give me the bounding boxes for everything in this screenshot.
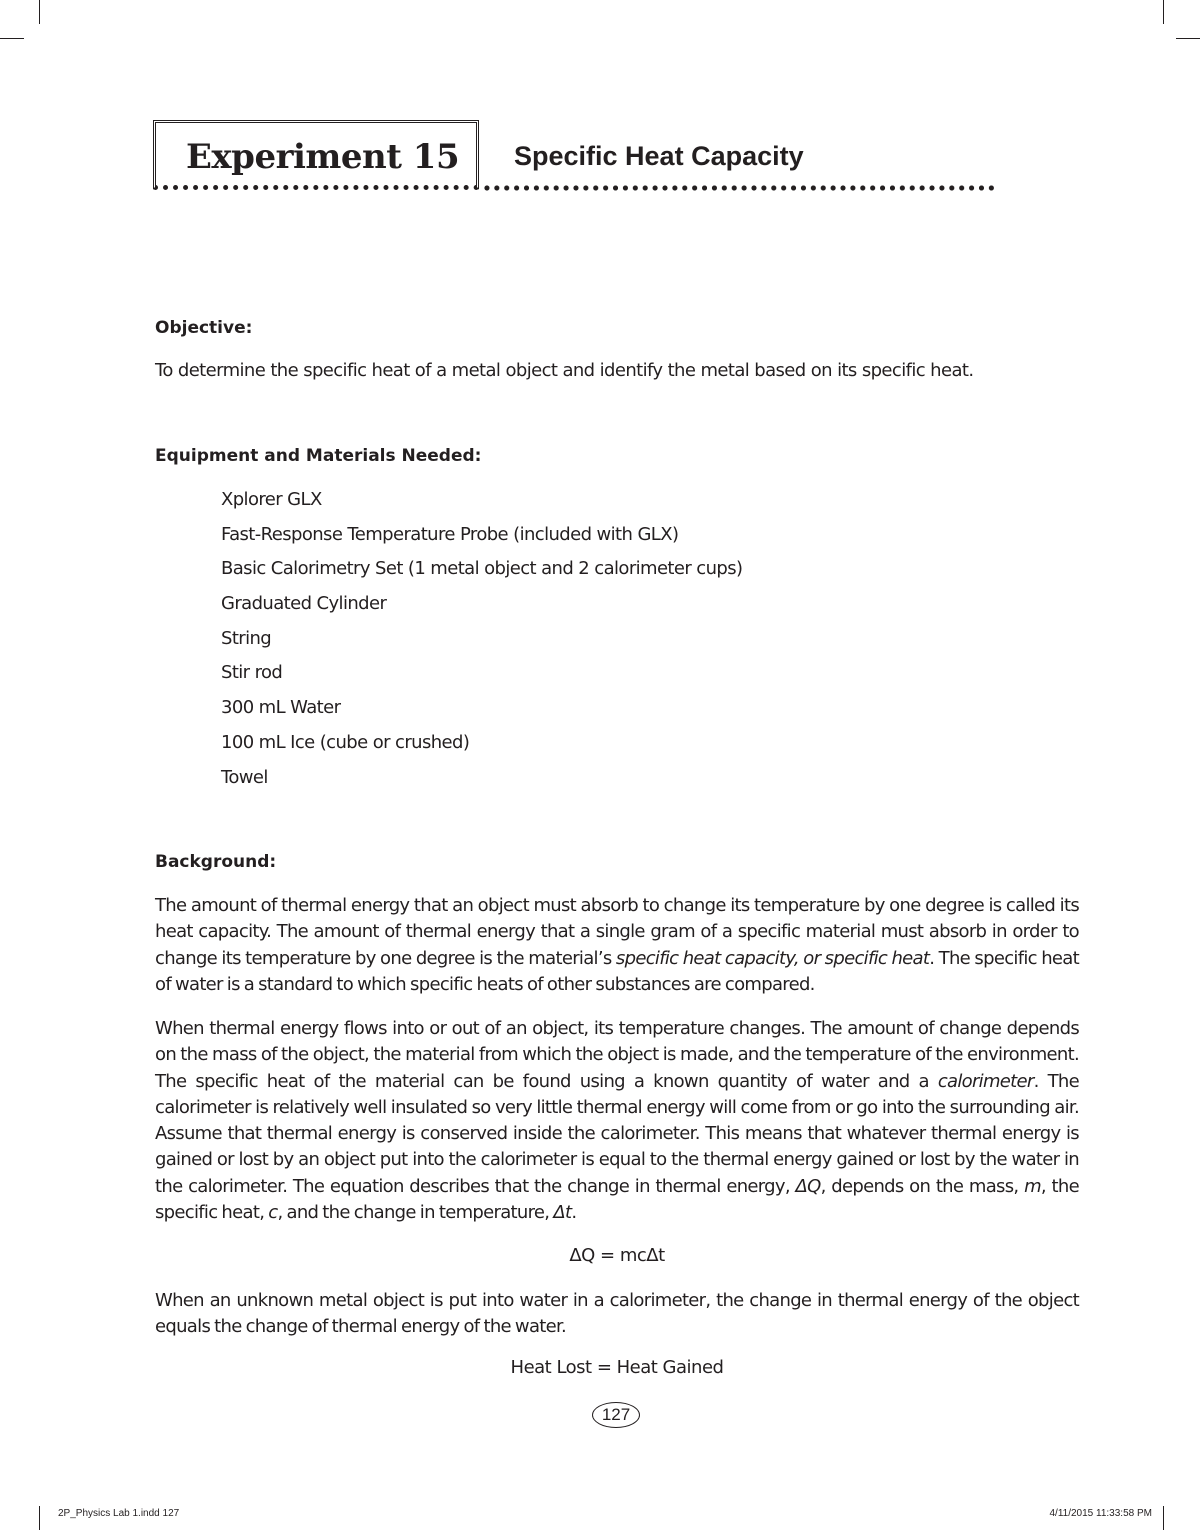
print-slug-file: 2P_Physics Lab 1.indd 127 [58, 1508, 180, 1519]
background-heading: Background: [155, 852, 277, 872]
list-item: Graduated Cylinder [221, 593, 387, 615]
list-item: Fast-Response Temperature Probe (included with GLX) [221, 523, 679, 545]
page-number: 127 [592, 1402, 640, 1428]
list-item: Stir rod [221, 662, 283, 684]
equipment-list [221, 487, 742, 799]
equipment-heading: Equipment and Materials Needed: [155, 446, 482, 466]
objective-text: To determine the specific heat of a metal object and identify the metal based on its specific heat. [155, 360, 974, 381]
crop-mark [1176, 38, 1200, 39]
crop-mark [1163, 0, 1164, 24]
list-item: 300 mL Water [221, 697, 341, 719]
page-title: Specific Heat Capacity [514, 141, 804, 171]
crop-mark [39, 0, 40, 24]
experiment-label-box [153, 120, 479, 190]
list-item: Xplorer GLX [221, 489, 322, 510]
objective-heading: Objective: [155, 318, 253, 338]
crop-mark [0, 38, 24, 39]
list-item: Basic Calorimetry Set (1 metal object and 2 calorimeter cups) [221, 558, 743, 580]
print-slug-date: 4/11/2015 11:33:58 PM [1049, 1508, 1152, 1519]
background-paragraph-1: The amount of thermal energy that an object must absorb to change its temperature by one degree is called its heat capacity. The amount of thermal energy that a single gram of a specific material must absorb in order to change its temperature by one degree is the material’s specific heat capacity, or specific heat. The specific heat of water is a standard to which specific heats of other substances are compared. [155, 895, 1079, 995]
list-item: String [221, 627, 272, 649]
background-paragraph-2: When thermal energy flows into or out of an object, its temperature changes. The amount of change depends on the mass of the object, the material from which the object is made, and the temperature of the environment. The specific heat of the material can be found using a known quantity of water and a calorimeter. The calorimeter is relatively well insulated so very little thermal energy will come from or go into the surrounding air. Assume that thermal energy is conserved inside the calorimeter. This means that whatever thermal energy is gained or lost by an object put into the calorimeter is equal to the thermal energy gained or lost by the water in the calorimeter. The equation describes that the change in thermal energy, ΔQ, depends on the mass, m, the specific heat, c, and the change in temperature, Δt. [155, 1018, 1080, 1224]
equation: ΔQ = mcΔt [569, 1245, 665, 1266]
list-item: 100 mL Ice (cube or crushed) [221, 731, 470, 753]
equation-heat-balance: Heat Lost = Heat Gained [510, 1357, 724, 1378]
list-item: Towel [221, 766, 268, 788]
dotted-rule [482, 183, 998, 193]
crop-mark [39, 1506, 40, 1530]
experiment-label: Experiment 15 [186, 137, 460, 177]
crop-mark [1163, 1506, 1164, 1530]
background-paragraph-3: When an unknown metal object is put into water in a calorimeter, the change in thermal energy of the object equals the change of thermal energy of the water. [155, 1290, 1079, 1338]
